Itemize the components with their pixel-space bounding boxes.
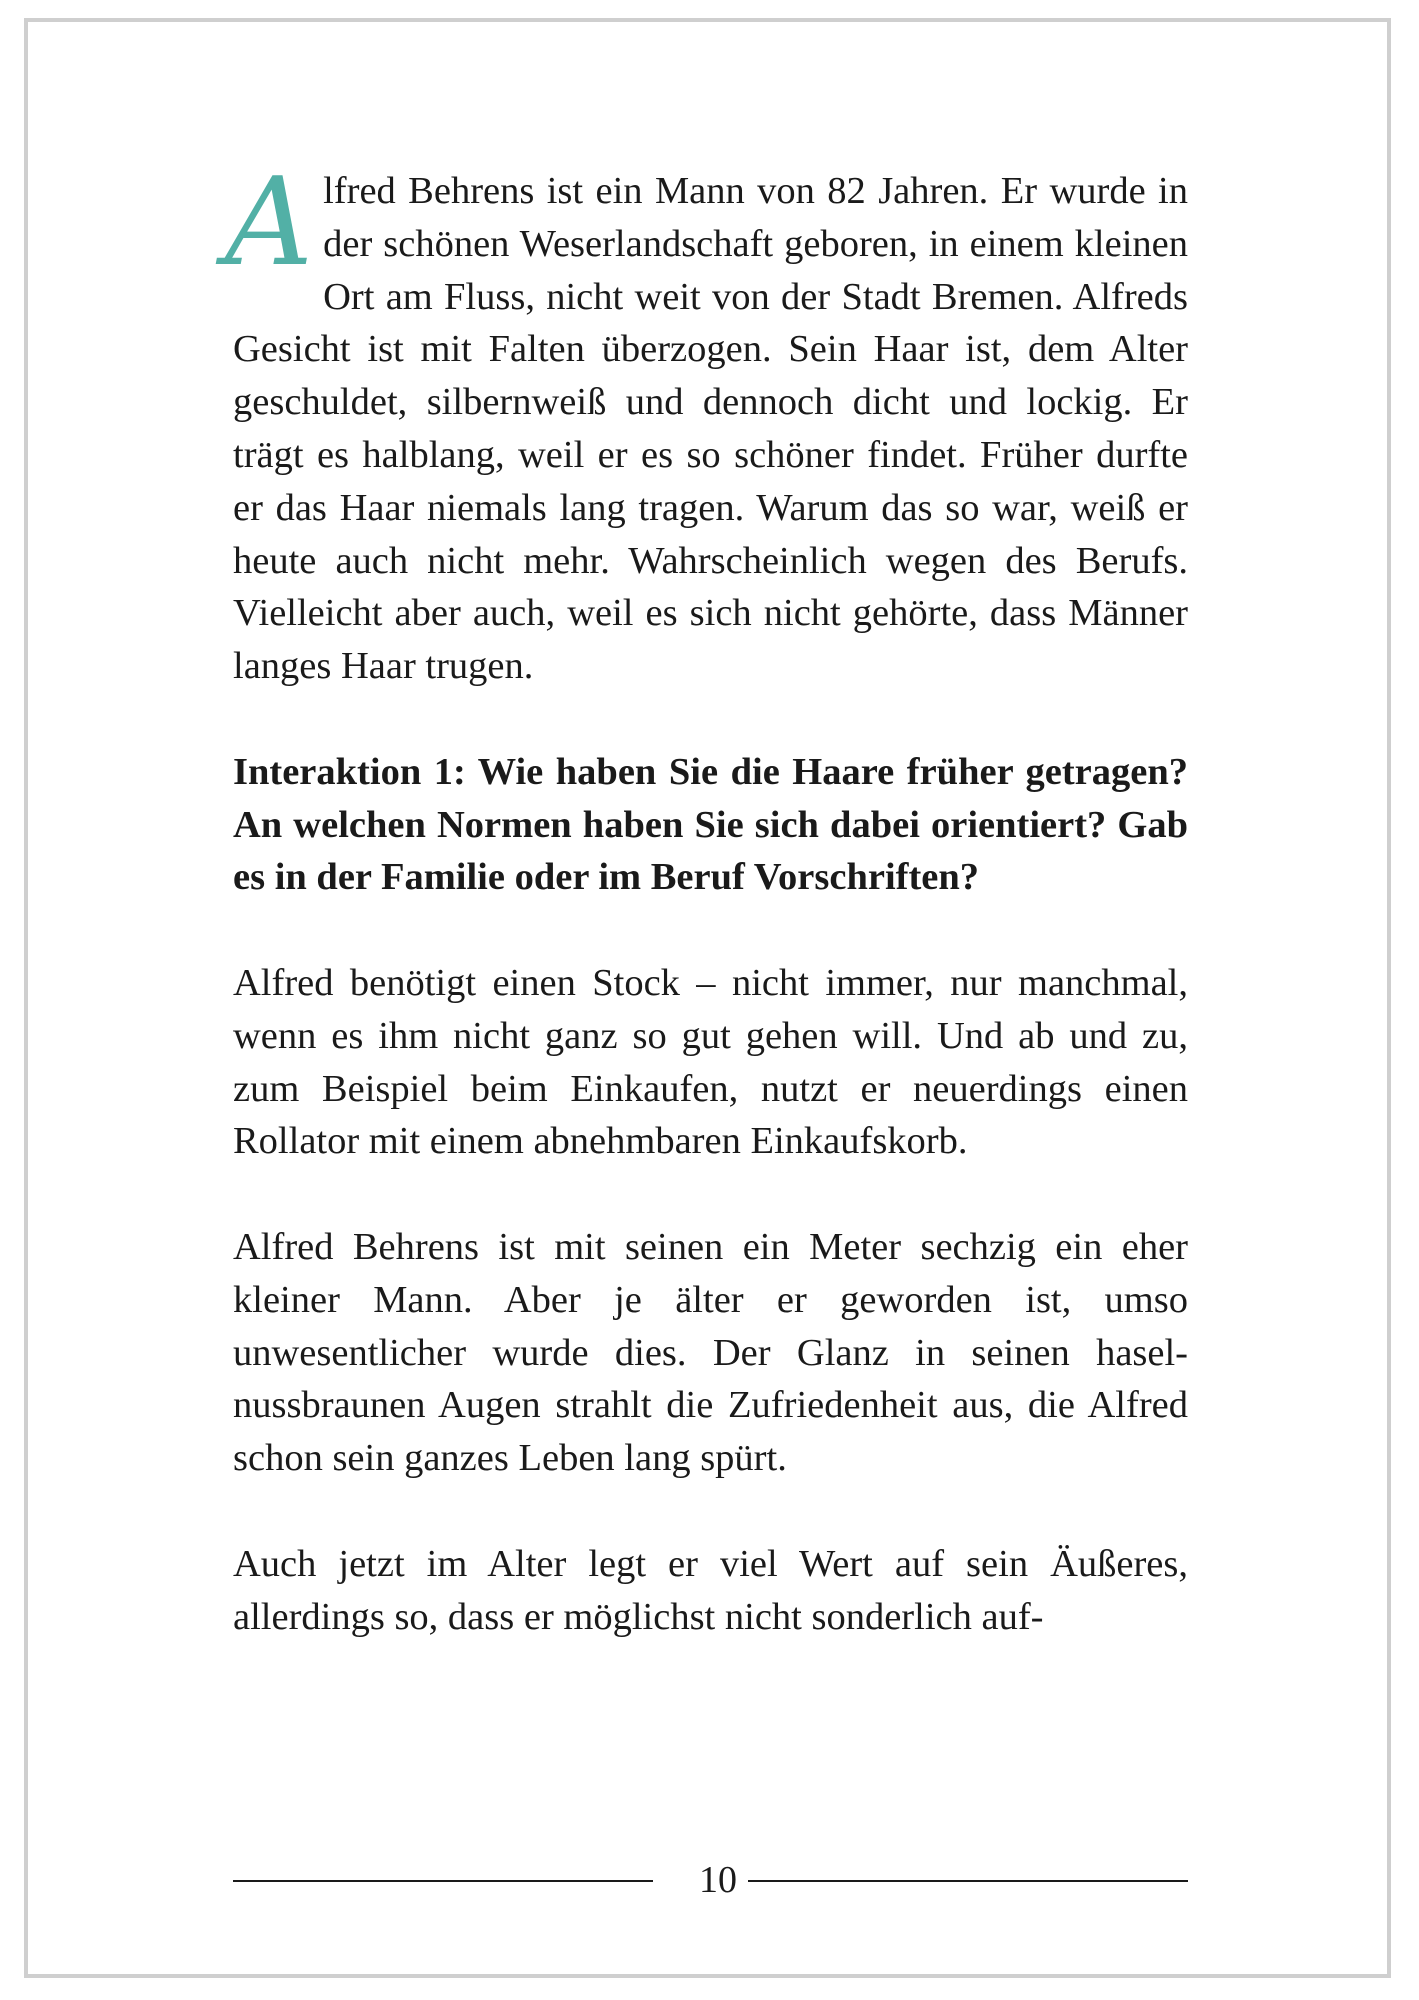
intro-text: lfred Behrens ist ein Mann von 82 Jahren. Er wurde in der schönen Weserlandschaft geboren, in einem kleinen Ort am Fluss, nicht weit von der Stadt Bremen. Alfreds Gesicht ist mit Falten überzogen. Sein Haar ist, dem Alter geschuldet, silbernweiß und dennoch dicht und lockig. Er trägt es halblang, weil er es so schöner findet. Früher durfte er das Haar niemals lang tragen. Warum das so war, weiß er heute auch nicht mehr. Wahrscheinlich wegen des Berufs. Vielleicht aber auch, weil es sich nicht gehörte, dass Männer langes Haar trugen. bbox=[233, 170, 1188, 688]
paragraph-height: Alfred Behrens ist mit seinen ein Meter sechzig ein eher kleiner Mann. Aber je älter er geworden ist, umso unwesentlicher wurde dies. Der Glanz in seinen haselnussbraunen Augen strahlt die Zufriedenheit aus, die Alfred schon sein ganzes Leben lang spürt. bbox=[233, 1225, 1188, 1480]
page-number: 10 bbox=[699, 1859, 737, 1901]
interaction-question: Interaktion 1: Wie haben Sie die Haare früher getragen? An welchen Normen haben Sie sich dabei orientiert? Gab es in der Familie oder im Beruf Vorschriften? bbox=[233, 750, 1188, 899]
drop-cap: A bbox=[225, 151, 314, 293]
intro-paragraph bbox=[225, 151, 1188, 693]
footer-rule-left bbox=[233, 1880, 653, 1882]
body-text bbox=[225, 151, 1188, 1643]
footer-rule-right bbox=[748, 1880, 1188, 1882]
paragraph-stock: Alfred benötigt einen Stock – nicht immer, nur manchmal, wenn es ihm nicht ganz so gut gehen will. Und ab und zu, zum Beispiel beim Einkaufen, nutzt er neuerdings einen Rollator mit einem abnehmbaren Einkaufskorb. bbox=[233, 961, 1188, 1163]
paragraph-appearance: Auch jetzt im Alter legt er viel Wert auf sein Äußeres, allerdings so, dass er möglichst nicht sonderlich auf- bbox=[233, 1542, 1188, 1638]
page-footer bbox=[233, 1858, 1188, 1902]
